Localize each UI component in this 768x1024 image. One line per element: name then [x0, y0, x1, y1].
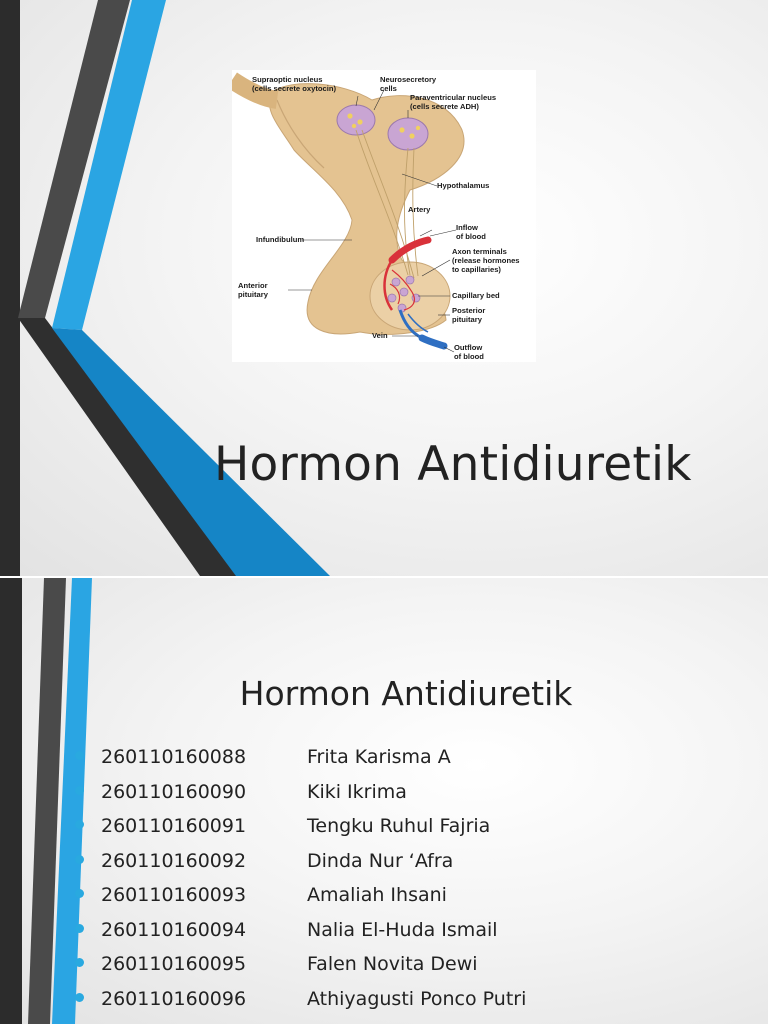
bullet-icon — [75, 993, 84, 1002]
lower-dark-stripe — [18, 318, 240, 576]
student-id: 260110160091 — [101, 815, 247, 837]
label-paraventricular-nucleus: Paraventricular nucleus — [410, 93, 497, 102]
label-artery: Artery — [408, 205, 431, 214]
student-id: 260110160090 — [101, 780, 247, 803]
label-posterior: Posterior — [452, 306, 486, 315]
slide-title: Hormon Antidiuretik — [239, 674, 573, 713]
left-dark-band — [0, 578, 22, 1024]
label-hypothalamus: Hypothalamus — [437, 181, 490, 190]
student-name: Kiki Ikrima — [307, 780, 407, 803]
bullet-icon — [75, 820, 84, 829]
vein-vessel — [422, 338, 444, 346]
label-inflow: Inflow — [456, 223, 478, 232]
student-id: 260110160094 — [101, 918, 247, 941]
student-name: Frita Karisma A — [307, 746, 451, 768]
left-dark-band — [0, 0, 20, 576]
label-vein: Vein — [372, 331, 388, 340]
label-neurosecretory: Neurosecretory — [380, 75, 437, 84]
student-name: Nalia El-Huda Ismail — [307, 918, 498, 941]
pituitary-diagram — [232, 70, 536, 362]
label-outflow: Outflow — [454, 343, 483, 352]
label-outflow-detail: of blood — [454, 352, 484, 361]
label-paraventricular-detail: (cells secrete ADH) — [410, 102, 479, 111]
label-neurosecretory-cells: cells — [380, 84, 397, 93]
student-id: 260110160093 — [101, 884, 247, 906]
label-capillary-bed: Capillary bed — [452, 291, 500, 300]
label-infundibulum: Infundibulum — [256, 235, 305, 244]
student-name: Falen Novita Dewi — [307, 953, 478, 975]
bullet-icon — [75, 889, 84, 898]
bullet-icon — [75, 751, 84, 760]
label-axon-detail-1: (release hormones — [452, 256, 520, 265]
bullet-icon — [75, 924, 84, 933]
members-slide — [0, 578, 768, 1024]
student-id: 260110160095 — [101, 953, 247, 975]
slide-title: Hormon Antidiuretik — [214, 437, 692, 492]
student-name: Amaliah Ihsani — [307, 884, 447, 906]
label-supraoptic-nucleus: Supraoptic nucleus — [252, 75, 323, 84]
label-anterior-pituitary: pituitary — [238, 290, 268, 299]
student-id: 260110160092 — [101, 849, 247, 872]
bullet-icon — [75, 958, 84, 967]
bullet-icon — [75, 786, 84, 795]
paraventricular-nucleus — [388, 118, 428, 150]
student-id: 260110160096 — [101, 987, 247, 1010]
label-anterior: Anterior — [238, 281, 268, 290]
label-posterior-pituitary: pituitary — [452, 315, 482, 324]
student-name: Tengku Ruhul Fajria — [307, 815, 491, 837]
label-axon-terminals: Axon terminals — [452, 247, 507, 256]
student-name: Athiyagusti Ponco Putri — [307, 987, 527, 1010]
student-id: 260110160088 — [101, 746, 247, 768]
bullet-icon — [75, 855, 84, 864]
student-name: Dinda Nur ‘Afra — [307, 849, 454, 872]
label-axon-detail-2: to capillaries) — [452, 265, 501, 274]
label-inflow-detail: of blood — [456, 232, 486, 241]
label-supraoptic-detail: (cells secrete oxytocin) — [252, 84, 336, 93]
